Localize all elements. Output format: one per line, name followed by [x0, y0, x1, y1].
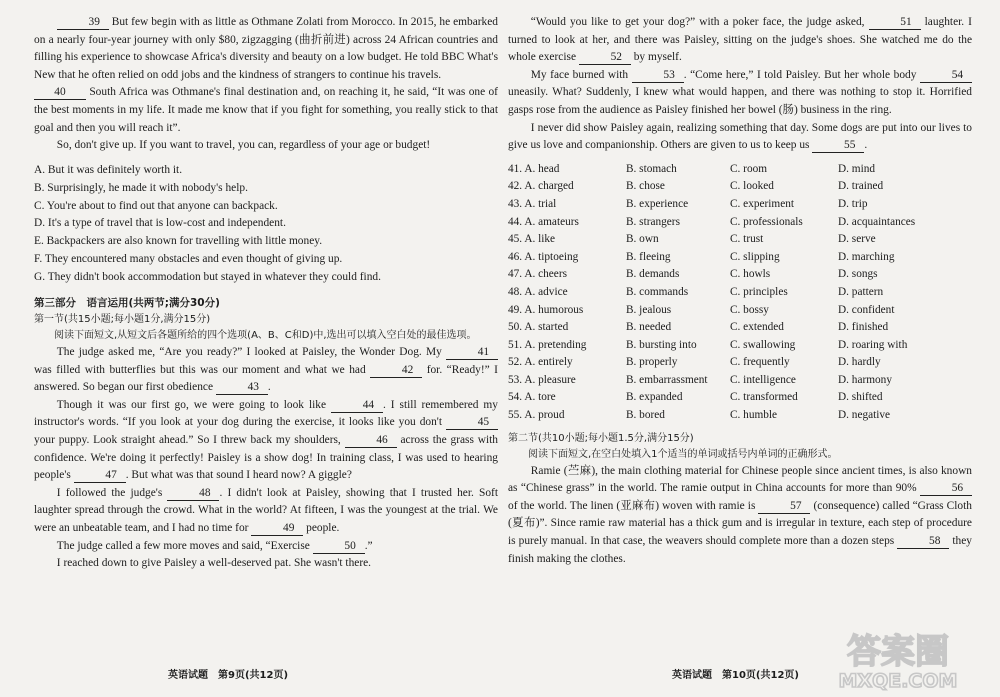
option-c: C. You're about to find out that anyone can backpack. — [34, 199, 278, 212]
blank-43: 43 — [216, 381, 268, 395]
blank-51: 51 — [869, 16, 921, 30]
options-list — [34, 162, 498, 287]
choice-option: D. confident — [838, 303, 895, 316]
choice-option: D. marching — [838, 250, 895, 263]
choice-option: C. intelligence — [730, 373, 796, 386]
choice-row — [508, 249, 972, 267]
left-column — [34, 14, 498, 573]
choice-option: 53. A. pleasure — [508, 373, 576, 386]
choice-option: C. professionals — [730, 215, 803, 228]
blank-47: 47 — [74, 469, 126, 483]
choice-option: D. harmony — [838, 373, 892, 386]
choice-option: 43. A. trial — [508, 197, 557, 210]
choice-option: B. own — [626, 233, 659, 246]
choice-row — [508, 214, 972, 232]
choice-option: B. chose — [626, 180, 665, 193]
choice-option: 52. A. entirely — [508, 356, 573, 369]
choice-row — [508, 196, 972, 214]
story-paragraph-6: “Would you like to get your dog?” with a poker face, the judge asked, 51 laughter. I turned to look at her, and there was Paisley, sitting on the judge's shoes. She watched me do the whole exercise 52 by myself. — [508, 16, 972, 64]
choice-option: C. humble — [730, 409, 778, 422]
blank-54: 54 — [920, 69, 972, 83]
choice-option: D. songs — [838, 268, 878, 281]
watermark-text: 答案圈 — [847, 632, 949, 672]
choice-option: C. transformed — [730, 391, 798, 404]
choice-option: B. bursting into — [626, 338, 697, 351]
watermark-subtext: MXQE.COM — [838, 670, 958, 691]
blank-41: 41 — [446, 346, 498, 360]
choice-option: D. finished — [838, 321, 889, 334]
story-paragraph-2: Though it was our first go, we were going to look like 44 . I still remembered my instructor's words. “If you look at your dog during the exercise, it looks like you don't 45 your puppy. Look straight ahead.” So I threw back my shoulders, 46 across the grass with confidence. We're doing it perfectly! Paisley is a show dog! In training class, I was used to hearing people's 47 . But what was that sound I heard now? A giggle? — [34, 398, 499, 482]
choice-option: 55. A. proud — [508, 409, 565, 422]
choice-option: B. fleeing — [626, 250, 671, 263]
instruction: 阅读下面短文,从短文后各题所给的四个选项(A、B、C和D)中,选出可以填入空白处的最佳选项。 — [54, 330, 477, 342]
right-column — [508, 14, 972, 568]
choice-option: D. trip — [838, 197, 868, 210]
choice-option: B. expanded — [626, 391, 683, 404]
choice-option: D. shifted — [838, 391, 883, 404]
choice-option: C. frequently — [730, 356, 790, 369]
blank-48: 48 — [167, 487, 219, 501]
option-a: A. But it was definitely worth it. — [34, 163, 183, 176]
choice-option: B. jealous — [626, 303, 672, 316]
instruction-2: 阅读下面短文,在空白处填入1个适当的单词或括号内单词的正确形式。 — [528, 448, 838, 460]
choice-option: B. demands — [626, 268, 680, 281]
choice-option: 45. A. like — [508, 233, 556, 246]
choice-option: 46. A. tiptoeing — [508, 250, 579, 263]
blank-57: 57 — [758, 500, 810, 514]
page-footer-right: 英语试题 第10页(共12页) — [672, 670, 799, 681]
blank-39: 39 — [57, 16, 109, 30]
choice-option: C. howls — [730, 268, 771, 281]
choice-row — [508, 284, 972, 302]
choice-option: D. negative — [838, 409, 891, 422]
choice-option: D. roaring with — [838, 338, 908, 351]
choice-row — [508, 178, 972, 196]
choice-option: B. needed — [626, 321, 672, 334]
choice-option: C. extended — [730, 321, 784, 334]
choice-option: B. experience — [626, 197, 689, 210]
blank-46: 46 — [345, 434, 397, 448]
choice-option: B. strangers — [626, 215, 680, 228]
choice-row — [508, 302, 972, 320]
choice-option: 44. A. amateurs — [508, 215, 579, 228]
blank-58: 58 — [897, 535, 949, 549]
choice-row — [508, 161, 972, 179]
page-footer-left: 英语试题 第9页(共12页) — [168, 670, 289, 681]
choice-row — [508, 389, 972, 407]
story-paragraph-5: I reached down to give Paisley a well-deserved pat. She wasn't there. — [56, 557, 372, 570]
section-title: 第三部分 语言运用(共两节;满分30分) — [34, 297, 220, 310]
option-g: G. They didn't book accommodation but stayed in whatever they could find. — [34, 271, 381, 284]
choice-option: 50. A. started — [508, 321, 569, 334]
choice-row — [508, 266, 972, 284]
blank-49: 49 — [251, 522, 303, 536]
blank-50: 50 — [313, 540, 365, 554]
choice-option: 48. A. advice — [508, 285, 568, 298]
choice-option: 41. A. head — [508, 162, 560, 175]
blank-53: 53 — [632, 69, 684, 83]
choice-option: 54. A. tore — [508, 391, 556, 404]
choice-option: B. embarrassment — [626, 373, 708, 386]
choice-option: D. hardly — [838, 356, 881, 369]
choice-option: C. room — [730, 162, 768, 175]
choice-row — [508, 354, 972, 372]
closing-line: So, don't give up. If you want to travel, you can, regardless of your age or budget! — [56, 139, 431, 152]
subsection-title: 第一节(共15小题;每小题1分,满分15分) — [34, 314, 211, 326]
choice-option: B. bored — [626, 409, 665, 422]
paragraph-39: 39 But few begin with as little as Othmane Zolati from Morocco. In 2015, he embarked on a nearly four-year journey with only $80, zigzagging (曲折前进) across 24 African countries and filling his experience to showcase Africa's diversity and beauty on a low budget. He told BBC What's New that he often relied on odd jobs and the kindness of strangers to continue his travels. — [34, 16, 498, 81]
blank-42: 42 — [370, 364, 422, 378]
option-d: D. It's a type of travel that is low-cost and independent. — [34, 217, 286, 230]
choice-option: C. trust — [730, 233, 764, 246]
choice-option: C. principles — [730, 285, 788, 298]
story-paragraph-1: The judge asked me, “Are you ready?” I looked at Paisley, the Wonder Dog. My 41 was filled with butterflies but this was our moment and what we had 42 for. “Ready!” I answered. So began our first obedience 43 . — [34, 346, 498, 394]
option-b: B. Surprisingly, he made it with nobody's help. — [34, 181, 248, 194]
choice-option: D. serve — [838, 233, 876, 246]
choice-option: D. acquaintances — [838, 215, 916, 228]
choice-option: 42. A. charged — [508, 180, 574, 193]
choice-option: C. swallowing — [730, 338, 796, 351]
blank-44: 44 — [331, 399, 383, 413]
choice-option: D. pattern — [838, 285, 884, 298]
choice-row — [508, 407, 972, 425]
option-e: E. Backpackers are also known for travelling with little money. — [34, 235, 323, 248]
choice-option: C. bossy — [730, 303, 769, 316]
choice-option: C. looked — [730, 180, 774, 193]
paragraph-40: 40 South Africa was Othmane's final destination and, on reaching it, he said, “It was one of the best moments in my life. It made me know that if you fight for something, you really stick to that goal and then you will reach it”. — [34, 86, 498, 134]
watermark-logo — [814, 625, 982, 691]
option-f: F. They encountered many obstacles and even thought of giving up. — [34, 253, 343, 266]
story-paragraph-3: I followed the judge's 48 . I didn't look at Paisley, showing that I trusted her. Soft laughter spread through the crowd. What in the world? At fifteen, I was the youngest at the trial. We were an unbeatable team, and I had no time for 49 people. — [34, 486, 498, 535]
story-paragraph-7: My face burned with 53 . “Come here,” I told Paisley. But her whole body 54 uneasily. What? Suddenly, I knew what would happen, and there was nothing to stop it. Horrified gasps rose from the audience as Paisley finished her bowel (肠) business in the ring. — [508, 68, 972, 116]
choice-row — [508, 319, 972, 337]
choice-row — [508, 372, 972, 390]
blank-56: 56 — [920, 482, 972, 496]
blank-45: 45 — [446, 416, 498, 430]
story-paragraph-8: I never did show Paisley again, realizing something that day. Some dogs are put into our lives to give us love and companionship. Others are given to us to keep us 55 . — [508, 121, 972, 152]
answer-choices-table — [508, 161, 972, 425]
choice-option: B. commands — [626, 285, 689, 298]
subsection-2-title: 第二节(共10小题;每小题1.5分,满分15分) — [508, 432, 694, 444]
blank-52: 52 — [579, 51, 631, 65]
choice-option: D. trained — [838, 180, 884, 193]
choice-option: C. experiment — [730, 197, 794, 210]
choice-option: B. stomach — [626, 162, 677, 175]
blank-55: 55 — [812, 139, 864, 153]
blank-40: 40 — [34, 86, 86, 100]
choice-row — [508, 337, 972, 355]
choice-option: 49. A. humorous — [508, 303, 584, 316]
choice-option: B. properly — [626, 356, 678, 369]
choice-option: D. mind — [838, 162, 876, 175]
choice-option: 51. A. pretending — [508, 338, 587, 351]
choice-option: C. slipping — [730, 250, 780, 263]
choice-row — [508, 231, 972, 249]
ramie-passage: Ramie (苎麻), the main clothing material for Chinese people since ancient times, is also known as “Chinese grass” in the world. The ramie output in China accounts for more than 90% 56 of the world. The linen (亚麻布) woven with ramie is 57 (consequence) called “Grass Cloth (夏布)”. Since ramie raw material has a thick gum and is irregular in texture, each step of procedure is purely manual. In that case, the weavers should complete more than a dozen steps 58 they finish making the clothes. — [508, 464, 972, 565]
story-paragraph-4: The judge called a few more moves and said, “Exercise 50 .” — [56, 539, 373, 552]
choice-option: 47. A. cheers — [508, 268, 567, 281]
